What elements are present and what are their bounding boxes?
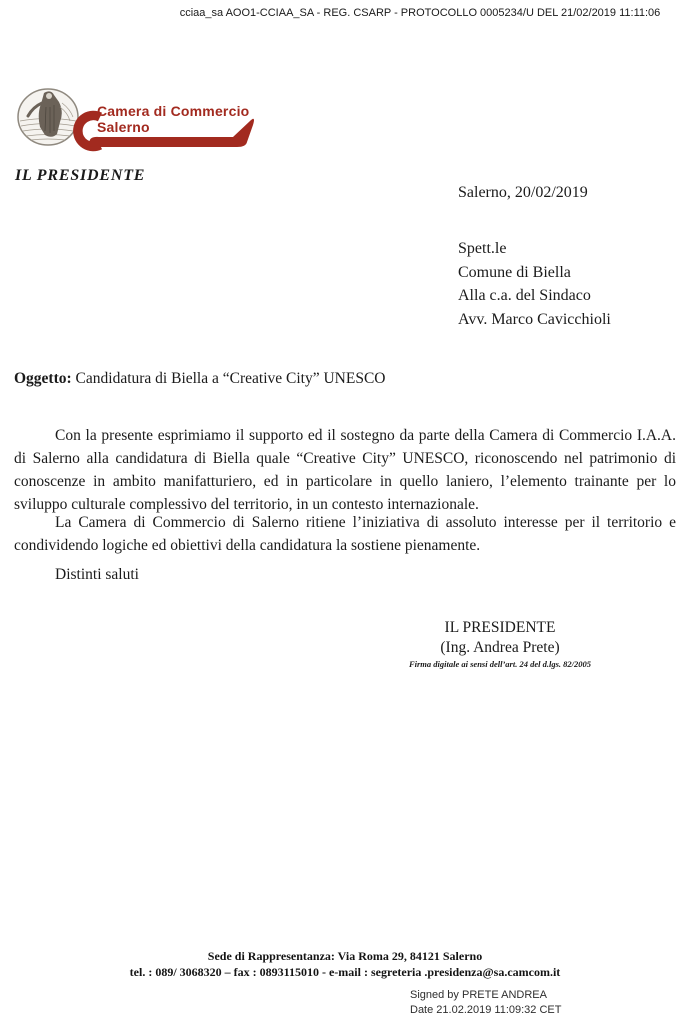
- protocol-registration-line: cciaa_sa AOO1-CCIAA_SA - REG. CSARP - PROTOCOLLO 0005234/U DEL 21/02/2019 11:11:06: [179, 7, 661, 19]
- recipient-block: [458, 237, 611, 331]
- signature-title: IL PRESIDENTE: [444, 619, 556, 636]
- subject-text: Candidatura di Biella a “Creative City” UNESCO: [71, 370, 386, 387]
- sender-title: IL PRESIDENTE: [15, 167, 146, 184]
- recipient-line: Spett.le: [458, 240, 507, 257]
- logo-wordmark: [97, 103, 249, 135]
- body-paragraph-1: Con la presente esprimiamo il supporto ed il sostegno da parte della Camera di Commercio I.A.A. di Salerno alla candidatura di Biella quale “Creative City” UNESCO, riconoscendo nel patrimonio di conoscenze in ambito manifatturiero, ed in particolare in quello laniero, l’elemento trainante per lo sviluppo culturale complessivo del territorio, in un contesto internazionale.: [14, 427, 676, 513]
- recipient-line: Avv. Marco Cavicchioli: [458, 310, 611, 328]
- footer-contacts-line: tel. : 089/ 3068320 – fax : 0893115010 - e-mail : segreteria .presidenza@sa.camcom.it: [129, 965, 561, 979]
- recipient-line: Alla c.a. del Sindaco: [458, 287, 591, 304]
- place-date-line: Salerno, 20/02/2019: [458, 184, 588, 201]
- body-paragraph-2: La Camera di Commercio di Salerno ritiene l’iniziativa di assoluto interesse per il territorio e condividendo logiche ed obiettivi della candidatura la sostiene pienamente.: [14, 514, 676, 554]
- recipient-line: Comune di Biella: [458, 263, 571, 281]
- subject-line: [14, 370, 385, 388]
- stamp-signed-by: Signed by PRETE ANDREA: [410, 989, 547, 1001]
- signature-name: (Ing. Andrea Prete): [440, 639, 560, 656]
- logo-org-name: Camera di Commercio: [97, 103, 250, 119]
- digital-signature-note: Firma digitale ai sensi dell’art. 24 del d.lgs. 82/2005: [408, 659, 592, 669]
- subject-label: Oggetto:: [14, 370, 72, 387]
- logo-org-city: Salerno: [97, 119, 150, 135]
- digital-signature-stamp: [410, 988, 561, 1018]
- letter-footer: [0, 948, 690, 980]
- closing-salutation: Distinti saluti: [55, 566, 139, 583]
- stamp-date: Date 21.02.2019 11:09:32 CET: [410, 1004, 562, 1016]
- signature-block: [393, 617, 607, 670]
- footer-address-line: Sede di Rappresentanza: Via Roma 29, 84121 Salerno: [207, 949, 483, 963]
